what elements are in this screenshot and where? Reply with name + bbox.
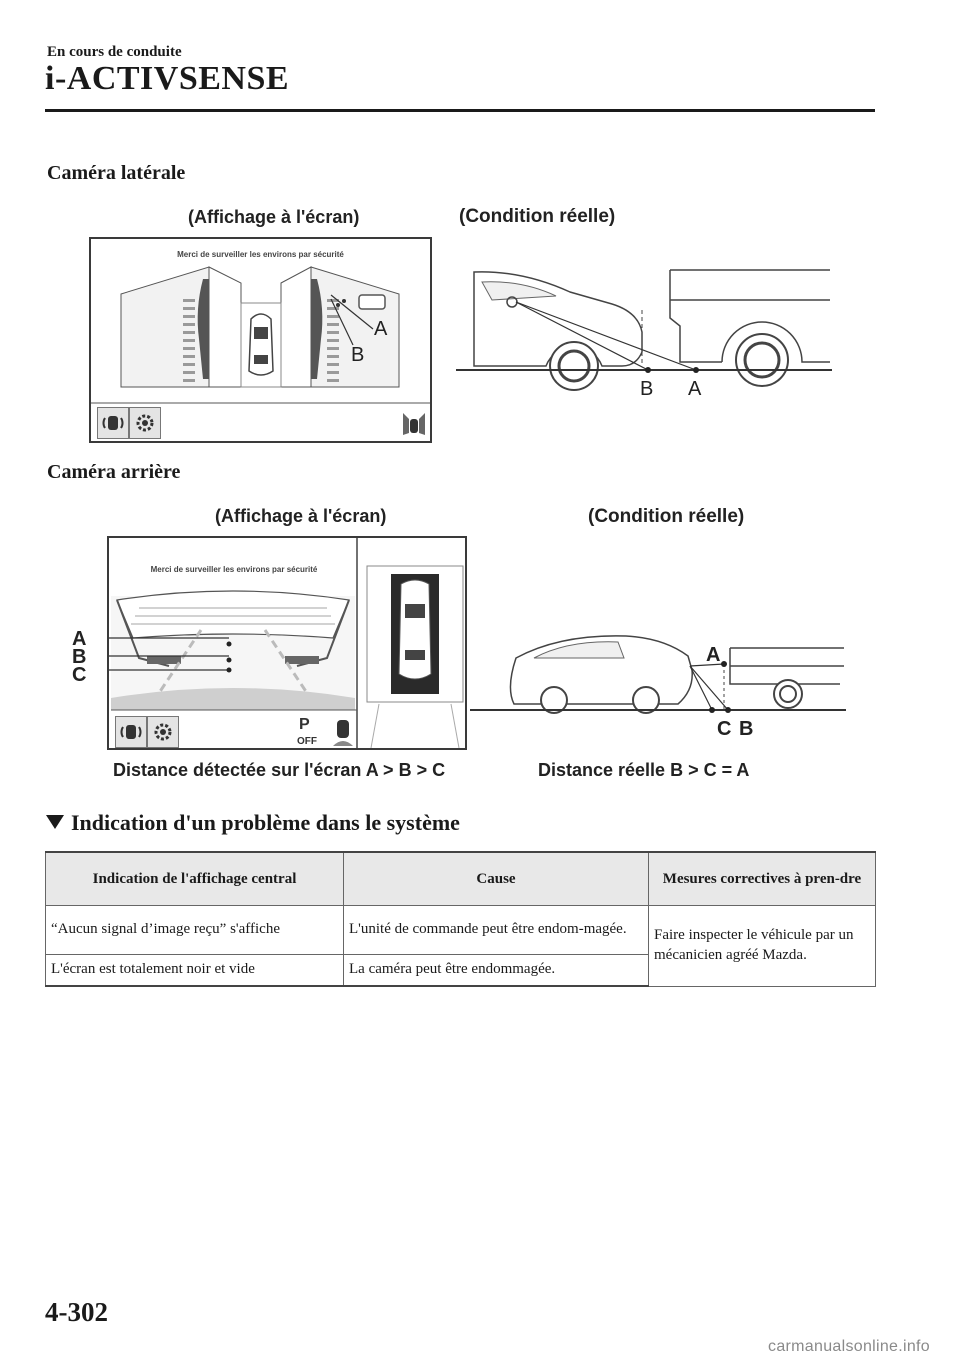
settings-button[interactable] <box>129 407 161 439</box>
cause-cell: L'unité de commande peut être endom-magée. <box>344 906 649 955</box>
view-switch-icon <box>116 717 146 747</box>
rear-screen-label-b: B <box>72 646 87 668</box>
side-camera-heading: Caméra latérale <box>47 162 186 184</box>
watermark: carmanualsonline.info <box>768 1338 930 1355</box>
side-real-label-b: B <box>640 378 654 400</box>
rear-real-label-c: C <box>717 718 732 740</box>
rear-camera-heading: Caméra arrière <box>47 461 181 483</box>
side-screen-caption: (Affichage à l'écran) <box>188 207 360 227</box>
rear-screen-caption: (Affichage à l'écran) <box>215 506 387 526</box>
rear-real-caption: (Condition réelle) <box>588 506 745 527</box>
rear-real-drawing <box>468 628 848 718</box>
table-header-row <box>46 852 876 906</box>
rear-real-label-a: A <box>706 644 721 666</box>
parking-sensor-icon[interactable] <box>299 716 310 734</box>
side-screen-label-b: B <box>351 344 365 366</box>
rear-camera-screen <box>107 536 467 750</box>
table-row <box>46 906 876 955</box>
side-screen-message: Merci de surveiller les environs par sécurité <box>177 250 344 259</box>
rear-camera-status-icon <box>331 718 355 746</box>
real-distance-note: Distance réelle B > C = A <box>538 760 750 780</box>
rear-settings-button[interactable] <box>147 716 179 748</box>
column-header-indication: Indication de l'affichage central <box>46 852 344 906</box>
remedy-cell: Faire inspecter le véhicule par un mécanicien agréé Mazda. <box>649 906 876 987</box>
page-number: 4-302 <box>45 1297 108 1327</box>
section-title: En cours de conduite <box>47 44 182 60</box>
column-header-remedy: Mesures correctives à pren-dre <box>649 852 876 906</box>
problem-heading <box>46 810 460 836</box>
problem-heading-text: Indication d'un problème dans le système <box>71 810 460 835</box>
rear-real-label-b: B <box>739 718 754 740</box>
side-real-drawing <box>452 262 836 392</box>
side-screen-label-a: A <box>374 318 388 340</box>
header-rule <box>45 109 875 112</box>
rear-screen-message: Merci de surveiller les environs par sécurité <box>150 565 318 574</box>
gear-icon <box>130 408 160 438</box>
parking-off-label: OFF <box>297 736 317 747</box>
indication-cell: “Aucun signal d’image reçu” s'affiche <box>46 906 344 955</box>
rear-screen-label-a: A <box>72 628 87 650</box>
side-real-label-a: A <box>688 378 702 400</box>
rear-view-switch-button[interactable] <box>115 716 147 748</box>
chapter-title: i-ACTIVSENSE <box>45 60 290 97</box>
column-header-cause: Cause <box>344 852 649 906</box>
screen-distance-note: Distance détectée sur l'écran A > B > C <box>113 760 446 780</box>
view-switch-button[interactable] <box>97 407 129 439</box>
view-switch-icon <box>98 408 128 438</box>
triangle-down-icon <box>46 815 64 829</box>
rear-screen-label-c: C <box>72 664 87 686</box>
side-real-caption: (Condition réelle) <box>459 206 616 227</box>
side-camera-status-icon <box>401 409 427 437</box>
gear-icon <box>148 717 178 747</box>
problem-table <box>45 851 876 987</box>
cause-cell: La caméra peut être endommagée. <box>344 955 649 987</box>
parking-p-label: P <box>299 716 310 733</box>
indication-cell: L'écran est totalement noir et vide <box>46 955 344 987</box>
